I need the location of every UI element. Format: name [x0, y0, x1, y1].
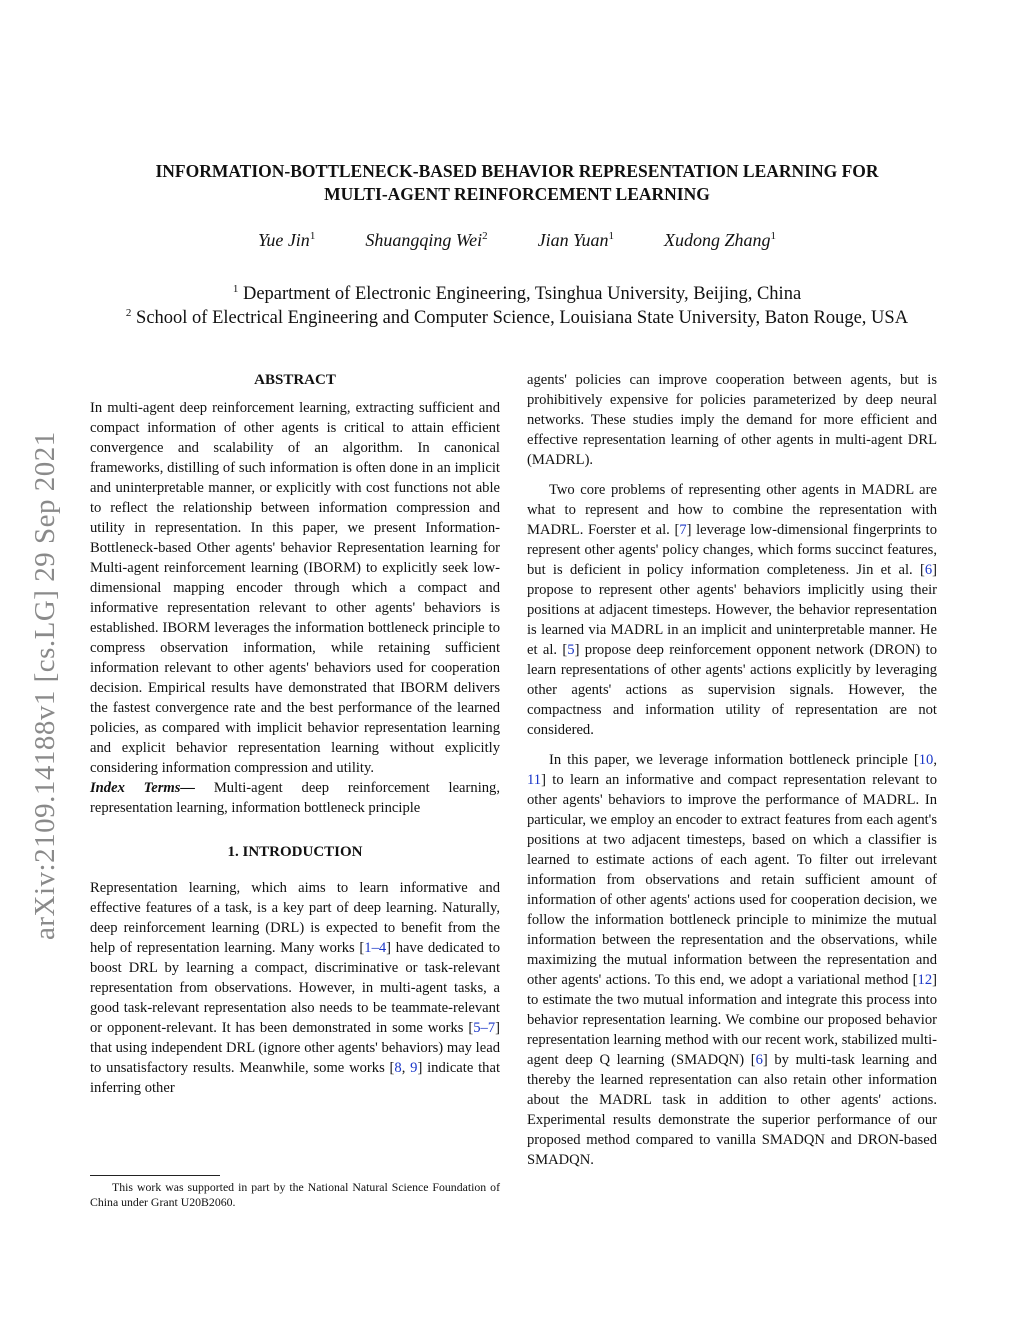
- title-line-2: MULTI-AGENT REINFORCEMENT LEARNING: [324, 184, 710, 204]
- left-column: [90, 370, 500, 1098]
- footnote-rule: [90, 1175, 220, 1176]
- intro-paragraph-3: In this paper, we leverage information bottleneck principle [10, 11] to learn an informative and compact representation relevant to other agents' behaviors to improve the performance of MADRL. In particular, we employ an encoder to extract features from each agent's positions at two adjacent timesteps, based on which a classifier is learned to estimate actions of each agent. To filter out irrelevant information from observations and retain sufficient amount of information of other agents' actions used for cooperation decision, we follow the information bottleneck principle to minimize the mutual information between the representation and the observations, while maximizing the mutual information between the representation and other agents' actions. To this end, we adopt a variational method [12] to estimate the two mutual information and integrate this process into behavior representation learning. We combine our proposed behavior representation learning method with our recent work, stabilized multi-agent deep Q learning (SMADQN) [6] by multi-task learning and thereby the learned representation can also retain other information about the MADRL task in addition to other agents' actions. Experimental results demonstrate the superior performance of our proposed method compared to vanilla SMADQN and DRON-based SMADQN.: [527, 752, 937, 1168]
- author: Shuangqing Wei$^2$: [365, 230, 488, 250]
- citation-link[interactable]: 1–4: [364, 940, 387, 956]
- citation-link[interactable]: 9: [410, 1060, 418, 1076]
- citation-link[interactable]: 10: [918, 752, 934, 768]
- citation-link[interactable]: 5–7: [473, 1020, 496, 1036]
- intro-paragraph-2: Two core problems of representing other agents in MADRL are what to represent and how to combine the representation with MADRL. Foerster et al. [7] leverage low-dimensional fingerprints to represent other agents' policy changes, which forms succinct features, but is deficient in policy information completeness. Jin et al. [6] propose to represent other agents' behaviors implicitly using their positions at adjacent timesteps. However, the behavior representation is learned via MADRL in an implicit and uninterpretable manner. He et al. [5] propose deep reinforcement opponent network (DRON) to learn representations of other agents' actions explicitly by leveraging other agents' actions as supervision signals. However, the compactness and information utility of representation are not considered.: [527, 482, 937, 738]
- affiliation-1: $^1$ Department of Electronic Engineering, Tsinghua University, Beijing, China: [232, 283, 802, 305]
- introduction-heading: 1. INTRODUCTION: [227, 844, 363, 860]
- citation-link[interactable]: 6: [755, 1052, 763, 1068]
- author: Xudong Zhang$^1$: [664, 230, 777, 250]
- title-line-1: INFORMATION-BOTTLENECK-BASED BEHAVIOR REPRESENTATION LEARNING FOR: [155, 161, 879, 181]
- citation-link[interactable]: 6: [924, 562, 933, 578]
- abstract-text: In multi-agent deep reinforcement learning, extracting sufficient and compact information of other agents is critical to attain efficient convergence and scalability of an algorithm. In canonical frameworks, distilling of such information is often done in an implicit and uninterpretable manner, or explicitly with cost functions not able to reflect the relationship between information compression and utility in representation. In this paper, we present Information-Bottleneck-based Other agents' behavior Representation learning for Multi-agent reinforcement learning (IBORM) to explicitly seek low-dimensional mapping encoder through which a compact and informative representation relevant to other agents' behaviors is established. IBORM leverages the information bottleneck principle to compress observation information, while retaining sufficient information relevant to other agents' behaviors used for cooperation decision. Empirical results have demonstrated that IBORM delivers the fastest convergence rate and the best performance of the learned policies, as compared with implicit behavior representation learning and explicit behavior representation learning without explicitly considering information compression and utility.: [90, 400, 500, 776]
- arxiv-identifier: arXiv:2109.14188v1 [cs.LG] 29 Sep 2021: [29, 431, 61, 940]
- affiliation-2: $^2$ School of Electrical Engineering and Computer Science, Louisiana State University, Baton Rouge, USA: [125, 307, 909, 329]
- author-list: [90, 230, 944, 251]
- footnote: This work was supported in part by the National Natural Science Foundation of China under Grant U20B2060.: [90, 1180, 500, 1209]
- citation-link[interactable]: 12: [917, 972, 933, 988]
- paper-title: [90, 160, 944, 206]
- citation-link[interactable]: 8: [394, 1060, 402, 1076]
- citation-link[interactable]: 7: [679, 522, 687, 538]
- citation-link[interactable]: 11: [527, 772, 542, 788]
- author: Jian Yuan$^1$: [537, 230, 615, 250]
- citation-link[interactable]: 5: [567, 642, 575, 658]
- abstract-heading: ABSTRACT: [254, 372, 336, 388]
- intro-paragraph-1: Representation learning, which aims to learn informative and effective features of a task, is a key part of deep learning. Naturally, deep reinforcement learning (DRL) is expected to benefit from the help of representation learning. Many works [1–4] have dedicated to boost DRL by learning a compact, discriminative or task-relevant representation from observations. However, in multi-agent tasks, a good task-relevant representation also needs to be teammate-relevant or opponent-relevant. It has been demonstrated in some works [5–7] that using independent DRL (ignore other agents' behaviors) may lead to unsatisfactory results. Meanwhile, some works [8, 9] indicate that inferring other: [90, 880, 501, 1096]
- intro-paragraph-1-continued: agents' policies can improve cooperation between agents, but is prohibitively expensive for policies parameterized by deep neural networks. These studies imply the demand for more efficient and effective representation learning of other agents in multi-agent DRL (MADRL).: [527, 372, 937, 468]
- author: Yue Jin$^1$: [257, 230, 316, 250]
- index-terms-label: Index Terms—: [90, 780, 196, 796]
- right-column: [527, 370, 937, 1170]
- index-terms: Index Terms— Multi-agent deep reinforcement learning, representation learning, information bottleneck principle: [90, 780, 500, 816]
